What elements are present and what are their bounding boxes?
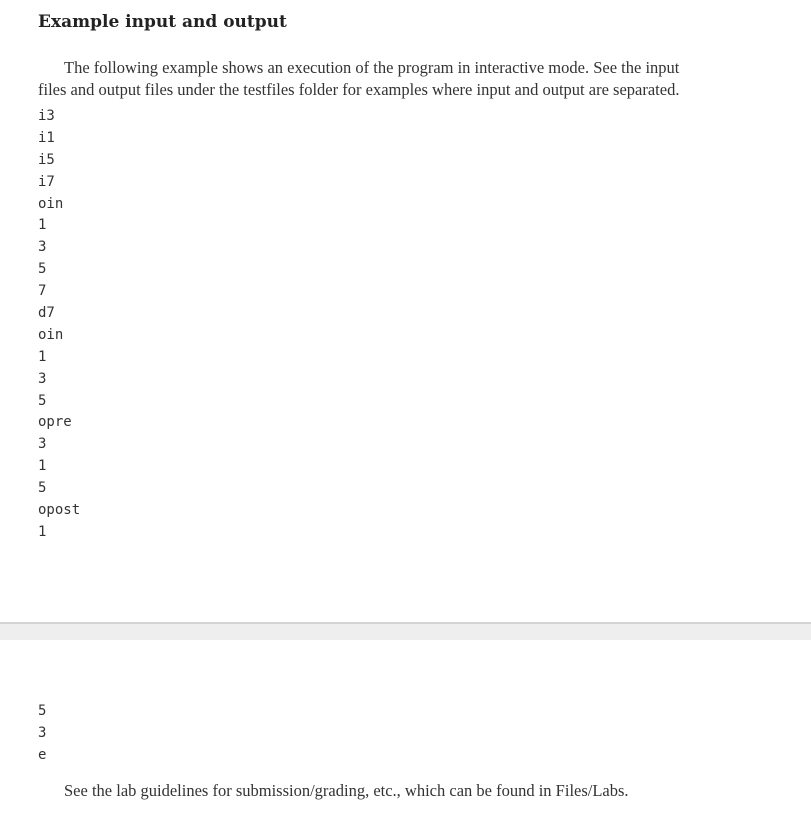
transcript-line: 3 (38, 724, 47, 741)
transcript-line: i7 (38, 173, 55, 190)
intro-line-2: files and output files under the testfiles folder for examples where input and output are separated. (38, 80, 680, 99)
session-transcript-top (38, 106, 80, 544)
transcript-line: oin (38, 195, 64, 212)
transcript-line: i1 (38, 129, 55, 146)
section-heading: Example input and output (38, 12, 287, 32)
page-break (0, 622, 811, 640)
transcript-line: e (38, 746, 47, 763)
intro-paragraph (38, 57, 778, 101)
session-transcript-bottom (38, 701, 46, 767)
closing-line: See the lab guidelines for submission/grading, etc., which can be found in Files/Labs. (64, 781, 629, 800)
transcript-line: i5 (38, 151, 55, 168)
transcript-line: 1 (38, 217, 47, 234)
transcript-line: i3 (38, 108, 55, 124)
transcript-line: 7 (38, 283, 47, 300)
transcript-line: 3 (38, 436, 47, 453)
document-page-bottom (0, 640, 811, 837)
transcript-line: 3 (38, 239, 47, 256)
transcript-line: opost (38, 502, 81, 519)
closing-paragraph (38, 780, 778, 802)
transcript-line: oin (38, 326, 64, 343)
transcript-line: 5 (38, 703, 47, 719)
transcript-line: 5 (38, 480, 47, 497)
transcript-line: 1 (38, 523, 47, 540)
intro-line-1: The following example shows an execution of the program in interactive mode. See the input (64, 58, 680, 77)
transcript-line: 5 (38, 261, 47, 278)
transcript-line: 3 (38, 370, 47, 387)
transcript-line: d7 (38, 305, 55, 322)
transcript-line: opre (38, 414, 72, 431)
transcript-line: 1 (38, 348, 47, 365)
transcript-line: 1 (38, 458, 47, 475)
transcript-line: 5 (38, 392, 47, 409)
